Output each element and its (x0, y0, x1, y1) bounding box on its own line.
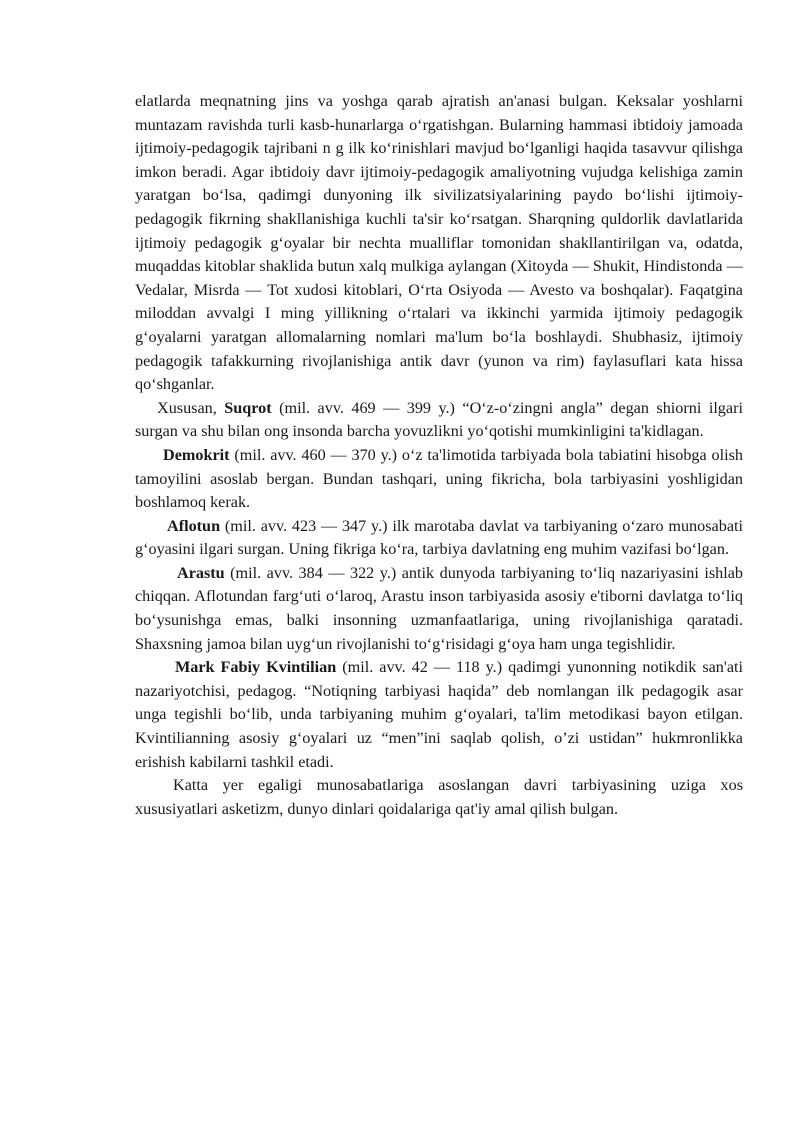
paragraph-prefix: Xususan, (157, 398, 225, 417)
paragraph-kvintilian (135, 656, 743, 774)
paragraph-text: Katta yer egaligi munosabatlariga asoslangan davri tarbiyasining uziga xos xususiyatlari asketizm, dunyo dinlari qoidalariga qat'iy amal qilish bulgan. (135, 776, 743, 818)
paragraph-text: (mil. avv. 42 — 118 y.) qadimgi yunonning notikdik san'ati nazariyotchisi, pedagog. “Notiqning tarbiyasi haqida” deb nomlangan ilk pedagogik asar unga tegishli bo‘lib, unda tarbiyaning muhim g‘oyalari, ta'lim metodikasi bayon etilgan. Kvintilianning asosiy g‘oyalari uz “men”ini saqlab qolish, o’zi ustidan” hukmronlikka erishish kabilarni tashkil etadi. (135, 658, 743, 771)
philosopher-name: Demokrit (163, 445, 230, 464)
paragraph-text: (mil. avv. 384 — 322 y.) antik dunyoda tarbiyaning to‘liq nazariyasini ishlab chiqqan. Aflotundan farg‘uti o‘laroq, Arastu inson tarbiyasida asosiy e'tiborni davlatga to‘liq bo‘ysunishga emas, balki insonning uzmanfaatlariga, uning rivojlanishiga qaratadi. Shaxsning jamoa bilan uyg‘un rivojlanishi to‘g‘risidagi g‘oya ham unga tegishlidir. (135, 563, 743, 653)
paragraph-text: elatlarda meqnatning jins va yoshga qarab ajratish an'anasi bulgan. Keksalar yoshlarni muntazam ravishda turli kasb-hunarlarga o‘rgatishgan. Bularning hammasi ibtidoiy jamoada ijtimoiy-pedagogik tajribani n g ilk ko‘rinishlari mavjud bo‘lganligi haqida tasavvur qilishga imkon beradi. Agar ibtidoiy davr ijtimoiy-pedagogik amaliyotning vujudga kelishiga zamin yaratgan bo‘lsa, qadimgi dunyoning ilk sivilizatsiyalarining paydo bo‘lishi ijtimoiy-pedagogik fikrning shakllanishiga kuchli ta'sir ko‘rsatgan. Sharqning quldorlik davlatlarida ijtimoiy pedagogik g‘oyalar bir nechta mualliflar tomonidan shakllantirilgan va, odatda, muqaddas kitoblar shaklida butun xalq mulkiga aylangan (Xitoyda — Shukit, Hindistonda — Vedalar, Misrda — Tot xudosi kitoblari, O‘rta Osiyoda — Avesto va boshqalar). Faqatgina miloddan avvalgi I ming yillikning o‘rtalari va ikkinchi yarmida ijtimoiy pedagogik g‘oyalarni yaratgan allomalarning nomlari ma'lum bo‘la boshlaydi. Shubhasiz, ijtimoiy pedagogik tafakkurning rivojlanishiga antik davr (yunon va rim) faylasuflari kata hissa qo‘shganlar. (135, 92, 743, 394)
philosopher-name: Mark Fabiy Kvintilian (175, 658, 337, 677)
philosopher-name: Suqrot (224, 398, 272, 417)
paragraph-text: (mil. avv. 469 — 399 y.) “O‘z-o‘zingni angla” degan shiorni ilgari surgan va shu bilan ong insonda barcha yovuzlikni yo‘qotishi mumkinligini ta'kidlagan. (135, 398, 743, 441)
paragraph-suqrot (135, 397, 743, 444)
paragraph-arastu (135, 562, 743, 656)
paragraph-text: (mil. avv. 460 — 370 y.) o‘z ta'limotida tarbiyada bola tabiatini hisobga olish tamoyilini asoslab bergan. Bundan tashqari, uning fikricha, bola tarbiyasini yoshligidan boshlamoq kerak. (135, 445, 743, 512)
philosopher-name: Aflotun (167, 516, 221, 535)
paragraph-text: (mil. avv. 423 — 347 y.) ilk marotaba davlat va tarbiyaning o‘zaro munosabati g‘oyasini ilgari surgan. Uning fikriga ko‘ra, tarbiya davlatning eng muhim vazifasi bo‘lgan. (135, 516, 743, 559)
paragraph-demokrit (135, 444, 743, 515)
document-page (135, 90, 743, 821)
paragraph-aflotun (135, 515, 743, 562)
paragraph-intro (135, 90, 743, 397)
paragraph-feudal (135, 774, 743, 821)
philosopher-name: Arastu (177, 563, 225, 582)
